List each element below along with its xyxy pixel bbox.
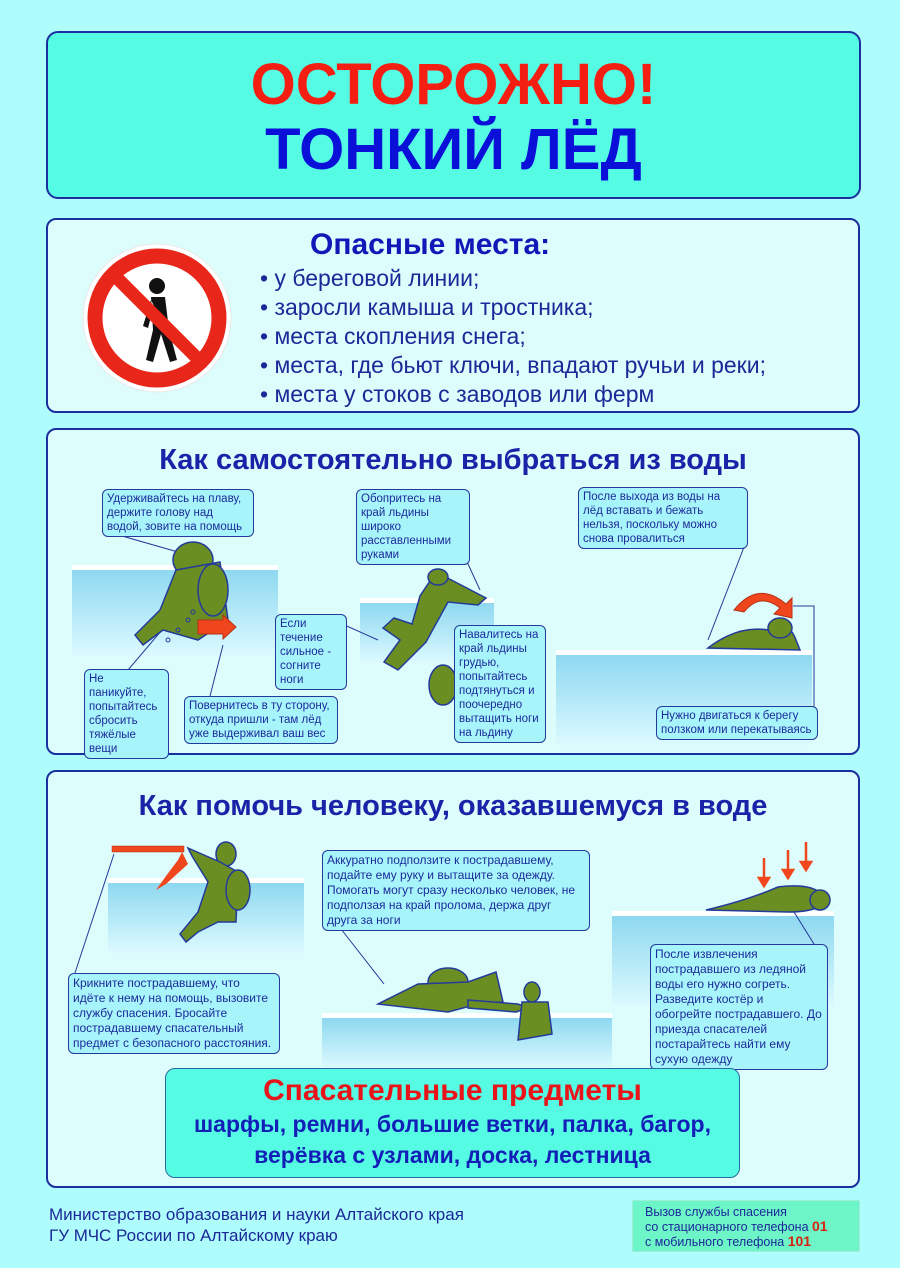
no-pedestrian-sign-icon bbox=[81, 242, 233, 394]
list-item: • заросли камыша и тростника; bbox=[260, 294, 594, 320]
callout-warm-victim: После извлечения пострадавшего из ледяной воды его нужно согреть. Разведите костёр и обогрейте пострадавшего. До приезда спасателей постарайтесь найти ему сухую одежду bbox=[650, 944, 828, 1070]
rescue-items-heading: Спасательные предметы bbox=[263, 1074, 642, 1107]
person-in-water-figure bbox=[180, 842, 250, 942]
dangerous-places-heading: Опасные места: bbox=[310, 228, 551, 261]
person-crawling-on-ice-figure bbox=[708, 618, 800, 650]
callout-dont-stand: После выхода из воды на лёд вставать и бежать нельзя, поскольку можно снова провалиться bbox=[578, 487, 748, 549]
help-others-heading: Как помочь человеку, оказавшемуся в воде bbox=[138, 790, 768, 822]
mobile-label: с мобильного телефона bbox=[645, 1235, 785, 1249]
dangerous-places-panel bbox=[46, 218, 860, 413]
callout-crawl-and-pull: Аккуратно подползите к пострадавшему, подайте ему руку и вытащите за одежду. Помогать могут сразу несколько человек, не подползая на край пролома, держа друг друга за ноги bbox=[322, 850, 590, 931]
dangerous-places-list bbox=[260, 264, 766, 409]
callout-pull-out: Навалитесь на край льдины грудью, попытайтесь подтянуться и поочередно вытащить ноги на льдину bbox=[454, 625, 546, 743]
victim-in-water-figure bbox=[518, 982, 552, 1040]
mobile-number: 101 bbox=[787, 1233, 812, 1249]
self-rescue-panel bbox=[46, 428, 860, 755]
rescue-items-line-2: верёвка с узлами, доска, лестница bbox=[254, 1142, 651, 1168]
rescue-items-panel bbox=[165, 1068, 740, 1178]
list-item: • места, где бьют ключи, впадают ручьи и реки; bbox=[260, 352, 766, 378]
rescue-items-line-1: шарфы, ремни, большие ветки, палка, багор, bbox=[193, 1111, 711, 1137]
list-item: • у береговой линии; bbox=[260, 265, 480, 291]
emergency-numbers-box bbox=[632, 1200, 860, 1252]
callout-bend-legs: Если течение сильное - согните ноги bbox=[275, 614, 347, 690]
callout-stay-afloat: Удерживайтесь на плаву, держите голову над водой, зовите на помощь bbox=[102, 489, 254, 537]
warning-title: ОСТОРОЖНО! bbox=[250, 52, 657, 117]
callout-shout-and-throw: Крикните пострадавшему, что идёте к нему на помощь, вызовите службу спасения. Бросайте пострадавшему спасательный предмет с безопасного расстояния. bbox=[68, 973, 280, 1054]
title-banner bbox=[46, 31, 861, 199]
roll-arrow-icon bbox=[734, 593, 792, 618]
landline-row bbox=[645, 1219, 847, 1234]
warmth-arrows-icon bbox=[759, 842, 811, 886]
rescuer-crawling-figure bbox=[378, 968, 528, 1012]
thin-ice-title: ТОНКИЙ ЛЁД bbox=[265, 117, 642, 182]
list-item: • места у стоков с заводов или ферм bbox=[260, 381, 655, 407]
org-emercom: ГУ МЧС России по Алтайскому краю bbox=[49, 1226, 338, 1245]
landline-label: со стационарного телефона bbox=[645, 1220, 809, 1234]
org-ministry: Министерство образования и науки Алтайского края bbox=[49, 1205, 464, 1224]
scarf-rescue-item-icon bbox=[112, 846, 184, 852]
callout-dont-panic: Не паникуйте, попытайтесь сбросить тяжёлые вещи bbox=[84, 669, 169, 759]
callout-turn-back: Повернитесь в ту сторону, откуда пришли - там лёд уже выдерживал ваш вес bbox=[184, 696, 338, 744]
call-title: Вызов службы спасения bbox=[645, 1205, 787, 1219]
victim-lying-on-ice-figure bbox=[706, 886, 830, 912]
callout-lean-on-ice: Обопритесь на край льдины широко расставленными руками bbox=[356, 489, 470, 565]
landline-number: 01 bbox=[812, 1218, 828, 1234]
mobile-row bbox=[645, 1234, 847, 1249]
footer-organizations bbox=[49, 1204, 464, 1246]
self-rescue-heading: Как самостоятельно выбраться из воды bbox=[159, 444, 747, 476]
list-item: • места скопления снега; bbox=[260, 323, 526, 349]
callout-crawl-to-shore: Нужно двигаться к берегу ползком или перекатываясь bbox=[656, 706, 818, 740]
